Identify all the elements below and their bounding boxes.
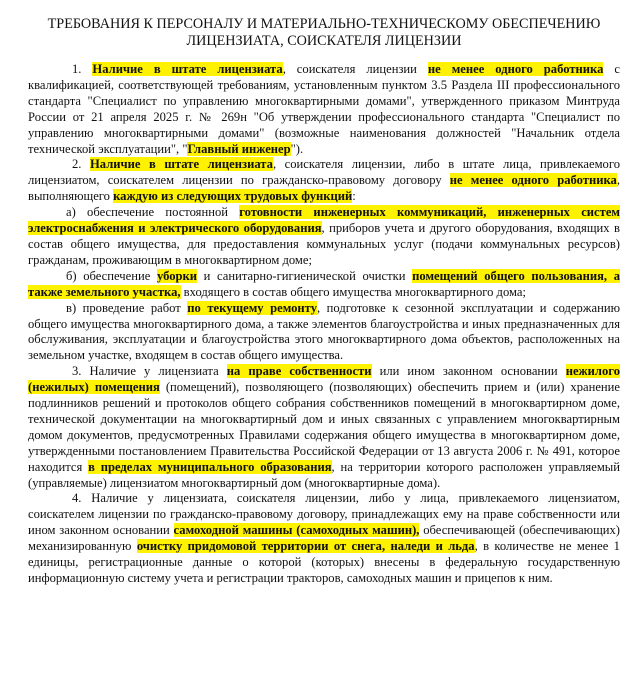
highlighted-text: очистку придомовой территории от снега, наледи и льда [136,539,475,554]
paragraph-text: , приборов учета и другого оборудования, входящих в состав общего имущества, для предоставления коммунальных услуг (подачи коммунальных ресурсов) гражданам, проживающим в многоквартирном доме; [28,221,620,267]
highlighted-text: по текущему ремонту [187,300,317,315]
document-title-line-2: ЛИЦЕНЗИАТА, СОИСКАТЕЛЯ ЛИЦЕНЗИИ [186,33,462,49]
paragraph-4 [28,491,620,586]
paragraph-text: 4. Наличие у лицензиата, соискателя лицензии, либо у лица, привлекаемого лицензиатом, соискателем лицензии по гражданско-правовому договору, принадлежащих ему на праве собственности или ином законном основании [28,491,620,538]
paragraph-text: , в количестве не менее 1 единицы, регистрационные данные о которой (которых) внесены в федеральную государственную информационную систему учета и регистрации тракторов, самоходных машин и прицепов к ним. [28,539,620,585]
highlighted-text: в пределах муниципального образования [88,459,332,474]
paragraph-text: обеспечивающей (обеспечивающих) механизированную [28,523,620,554]
paragraph-text: , выполняющего [28,173,620,204]
paragraph-text: , на территории которого расположен управляемый (управляемые) лицензиатом многоквартирный дом (многоквартирные дома). [28,459,620,490]
paragraph-text: входящего в состав общего имущества многоквартирного дома; [180,284,526,299]
paragraph-2a [28,205,620,269]
highlighted-text: самоходной машины (самоходных машин), [173,523,420,538]
highlighted-text: помещений общего пользования, а также земельного участка, [28,268,620,299]
highlighted-text: Главный инженер [187,141,291,156]
document-title-line-1: ТРЕБОВАНИЯ К ПЕРСОНАЛУ И МАТЕРИАЛЬНО-ТЕХНИЧЕСКОМУ ОБЕСПЕЧЕНИЮ [47,16,601,32]
highlighted-text: уборки [156,268,198,283]
paragraph-2 [28,157,620,205]
paragraph-text: б) обеспечение [66,268,157,283]
document-body [28,62,620,587]
highlighted-text: нежилого (нежилых) помещения [28,364,621,395]
paragraph-2b [28,269,620,301]
paragraph-text: 2. [72,157,90,172]
highlighted-text: Наличие в штате лицензиата [92,62,283,76]
highlighted-text: Наличие в штате лицензиата [89,157,273,172]
paragraph-text: , соискателя лицензии [282,62,428,76]
highlighted-text: не менее одного работника [427,62,604,76]
paragraph-text: "). [290,141,304,156]
paragraph-text: (помещений), позволяющего (позволяющих) обеспечить прием и (или) хранение подлинников решений и протоколов общего собрания собственников помещений в многоквартирном доме, технической документации на многоквартирный дом и иных связанных с управлением многоквартирным домом документов, предусмотренных Правилами содержания общего имущества в многоквартирном доме, утвержденными постановлением Правительства Российской Федерации от 13 августа 2006 г. № 491, которое находится [28,380,621,474]
highlighted-text: не менее одного работника [449,173,617,188]
highlighted-text: на праве собственности [226,364,372,379]
paragraph-text: : [352,189,356,204]
paragraph-text: с квалификацией, соответствующей требованиям, установленным пунктом 3.5 Раздела III профессионального стандарта "Специалист по управлению многоквартирными домами", утвержденного приказом Минтруда России от 21 апреля 2025 г. № 269н "Об утверждении профессионального стандарта "Специалист по управлению многоквартирными домами" (возможные наименования должностей "Начальник отдела технической эксплуатации", " [28,62,620,156]
paragraph-text: в) проведение работ [66,300,188,315]
paragraph-1 [28,62,620,157]
paragraph-text: 3. Наличие у лицензиата [72,364,227,379]
paragraph-text: 1. [72,62,93,76]
paragraph-text: а) обеспечение постоянной [66,205,240,220]
document-title [28,16,620,50]
paragraph-2c [28,301,620,365]
paragraph-text: или ином законном основании [371,364,566,379]
highlighted-text: каждую из следующих трудовых функций [113,189,353,204]
paragraph-3 [28,364,620,491]
paragraph-text: и санитарно-гигиенической очистки [197,268,413,283]
paragraph-text: , подготовке к сезонной эксплуатации и содержанию общего имущества многоквартирного дома, а также элементов благоустройства и иных предназначенных для обслуживания, эксплуатации и благоустройства этого многоквартирного дома объектов, расположенных на земельном участке, входящем в состав общего имущества. [28,300,620,363]
paragraph-text: , соискателя лицензии, либо в штате лица, привлекаемого лицензиатом, соискателем лицензии по гражданско-правовому договору [28,157,620,188]
highlighted-text: готовности инженерных коммуникаций, инженерных систем электроснабжения и электрического оборудования [28,205,620,236]
